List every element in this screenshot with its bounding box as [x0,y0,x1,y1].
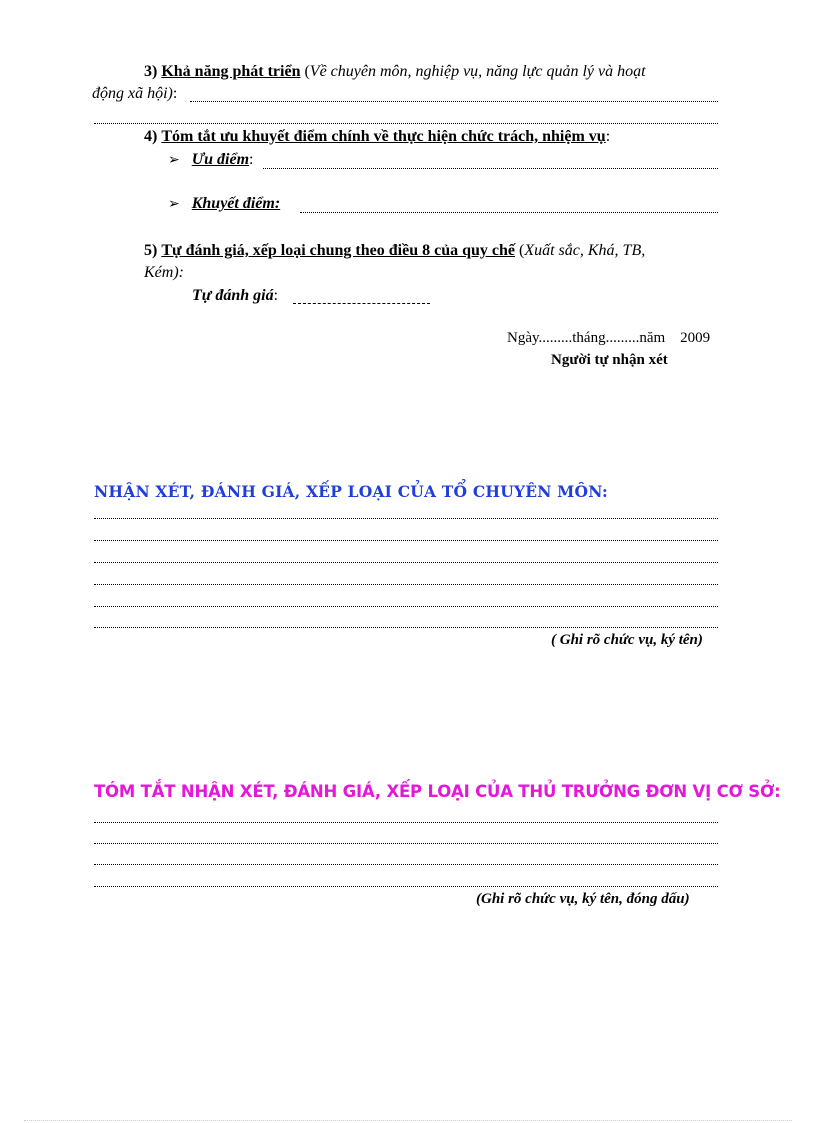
signer-label: Người tự nhận xét [551,352,668,368]
self-assessment-label: Tự đánh giá [192,287,274,304]
section-4-title: Tóm tắt ưu khuyết điểm chính về thực hiện chức trách, nhiệm vụ [161,128,606,145]
section-3-line-1 [144,62,734,82]
self-assessment-line [192,286,278,306]
section-4-number: 4) [144,128,158,145]
team-review-line-1[interactable] [94,518,718,519]
self-assessment-answer-line[interactable] [293,303,430,304]
self-assessment-colon: : [273,287,279,304]
team-review-line-5[interactable] [94,606,718,607]
head-review-line-2[interactable] [94,843,718,844]
section-5-open-paren: ( [519,242,525,259]
team-review-line-3[interactable] [94,562,718,563]
arrow-bullet-icon: ➢ [168,153,180,168]
team-review-heading: NHẬN XÉT, ĐÁNH GIÁ, XẾP LOẠI CỦA TỔ CHUYÊN MÔN: [94,482,608,501]
date-line: Ngày.........tháng.........năm 2009 [507,330,711,346]
weaknesses-answer-line[interactable] [300,212,718,213]
section-3-open-paren: ( [304,63,310,80]
head-review-line-3[interactable] [94,864,718,865]
section-3-line-2 [92,84,177,104]
section-3-title: Khả năng phát triển [161,63,301,80]
strengths-line [168,150,253,171]
strengths-colon: : [249,151,254,168]
section-5-title: Tự đánh giá, xếp loại chung theo điều 8 của quy chế [161,242,515,259]
team-review-line-6[interactable] [94,627,718,628]
head-review-note: (Ghi rõ chức vụ, ký tên, đóng dấu) [476,891,690,907]
head-review-line-4[interactable] [94,886,718,887]
team-review-line-2[interactable] [94,540,718,541]
arrow-bullet-icon: ➢ [168,197,180,212]
strengths-label: Ưu điểm [191,151,250,168]
team-review-note: ( Ghi rõ chức vụ, ký tên) [551,632,703,648]
section-4-colon: : [605,128,611,145]
section-3-number: 3) [144,63,158,80]
section-4-line [144,127,610,147]
section-5-number: 5) [144,242,158,259]
section-3-note-line-2: động xã hội) [92,85,173,102]
section-3-answer-line-1[interactable] [190,101,718,102]
team-review-line-4[interactable] [94,584,718,585]
section-3-colon: : [172,85,178,102]
weaknesses-line [168,194,280,215]
page-bottom-divider [24,1120,792,1121]
section-5-line-2 [144,263,184,283]
weaknesses-label: Khuyết điểm: [191,195,281,212]
head-review-heading: TÓM TẮT NHẬN XÉT, ĐÁNH GIÁ, XẾP LOẠI CỦA THỦ TRƯỞNG ĐƠN VỊ CƠ SỞ: [94,782,781,801]
section-5-options-line-1: Xuất sắc, Khá, TB, [524,242,646,259]
head-review-line-1[interactable] [94,822,718,823]
strengths-answer-line[interactable] [263,168,718,169]
section-3-note-line-1: Về chuyên môn, nghiệp vụ, năng lực quản lý và hoạt [309,63,646,80]
section-5-line-1 [144,241,645,261]
section-3-answer-line-2[interactable] [94,123,718,124]
section-5-options-line-2: Kém): [144,264,184,281]
